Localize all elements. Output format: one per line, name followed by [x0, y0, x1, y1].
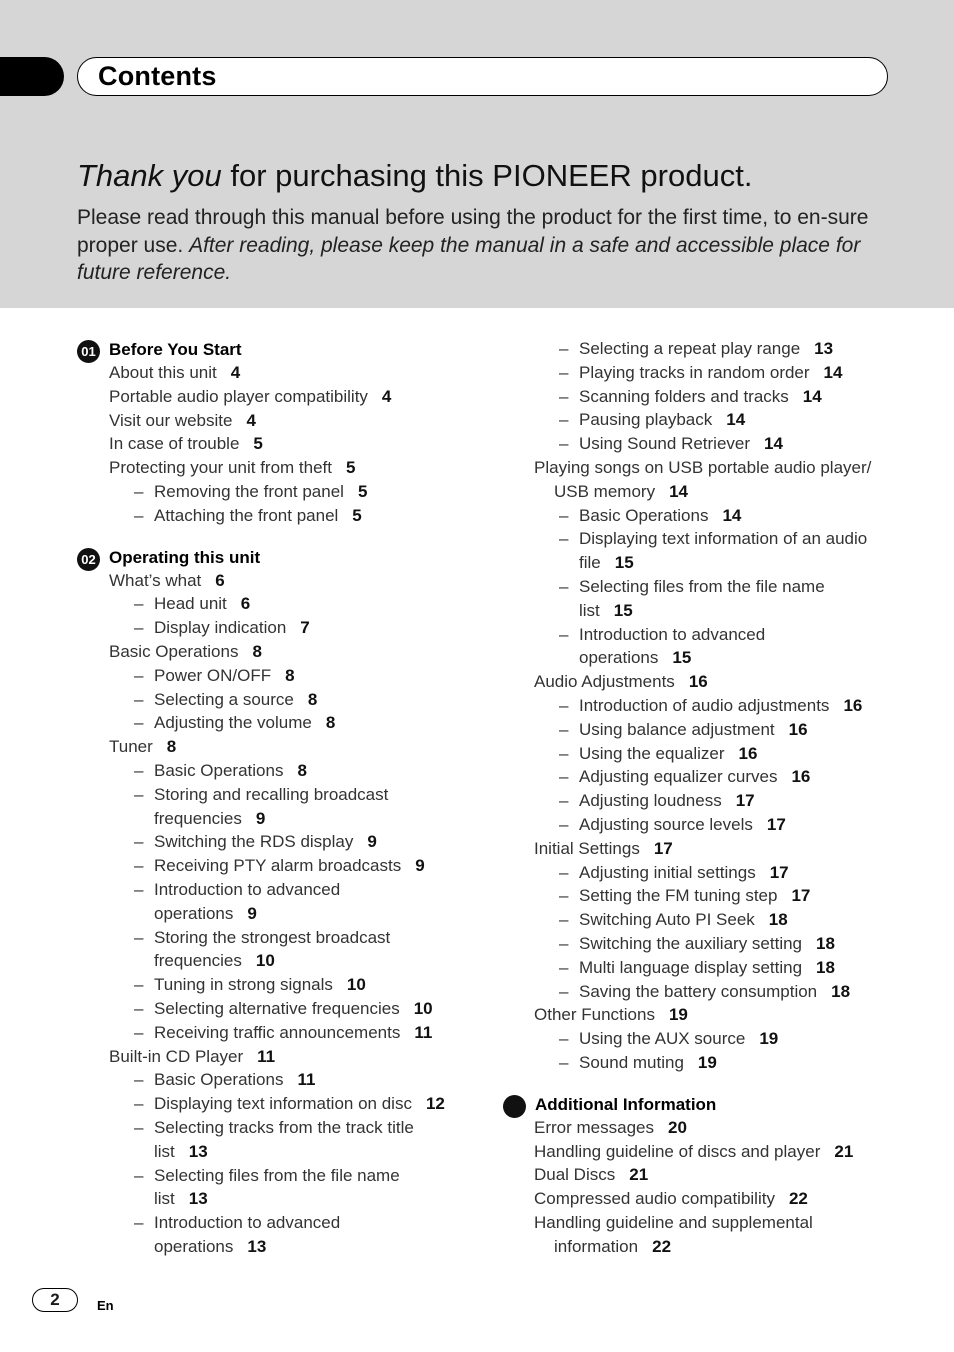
- toc-subentry[interactable]: – Introduction of audio adjustments 16: [559, 695, 863, 715]
- toc-left-column: [77, 337, 477, 1259]
- toc-subentry[interactable]: – Storing the strongest broadcast frequencies 10: [134, 927, 391, 971]
- toc-entry[interactable]: Error messages 20: [534, 1117, 687, 1137]
- toc-entry[interactable]: In case of trouble 5: [109, 434, 263, 454]
- toc-entry[interactable]: Tuner 8: [109, 737, 177, 757]
- page-title: Contents: [98, 61, 217, 91]
- toc-subentry[interactable]: – Removing the front panel 5: [134, 481, 368, 501]
- toc-subentry[interactable]: – Head unit 6: [134, 594, 251, 614]
- toc-subentry[interactable]: – Tuning in strong signals 10: [134, 975, 366, 995]
- toc-subentry[interactable]: – Setting the FM tuning step 17: [559, 886, 811, 906]
- toc-subentry[interactable]: – Saving the battery consumption 18: [559, 981, 851, 1001]
- toc-entry[interactable]: Built-in CD Player 11: [109, 1046, 276, 1066]
- toc-subentry[interactable]: – Introduction to advanced operations 15: [559, 624, 766, 668]
- toc-entry[interactable]: Portable audio player compatibility 4: [109, 386, 392, 406]
- section-tab-marker: [0, 57, 64, 96]
- toc-subentry[interactable]: – Using the equalizer 16: [559, 743, 758, 763]
- toc-subentry[interactable]: – Displaying text information of an audio file 15: [559, 529, 868, 573]
- toc-subentry[interactable]: – Receiving traffic announcements 11: [134, 1022, 433, 1042]
- toc-entry[interactable]: Playing songs on USB portable audio player/ USB memory 14: [534, 457, 872, 501]
- toc-entry[interactable]: About this unit 4: [109, 363, 241, 382]
- section-title: Before You Start: [109, 340, 242, 359]
- toc-entry[interactable]: Basic Operations 8: [109, 641, 262, 661]
- header-bar: [77, 57, 888, 96]
- toc-right-column: [503, 337, 923, 1258]
- toc-subentry[interactable]: – Receiving PTY alarm broadcasts 9: [134, 856, 425, 876]
- toc-entry[interactable]: Visit our website 4: [109, 410, 256, 430]
- toc-subentry[interactable]: – Switching Auto PI Seek 18: [559, 910, 788, 930]
- section-number-badge: 01: [77, 340, 100, 363]
- toc-subentry[interactable]: – Introduction to advanced operations 9: [134, 879, 341, 923]
- toc-subentry[interactable]: – Displaying text information on disc 12: [134, 1094, 445, 1114]
- toc-entry[interactable]: What’s what 6: [109, 570, 225, 590]
- section-title: Operating this unit: [109, 547, 261, 567]
- toc-subentry[interactable]: – Using balance adjustment 16: [559, 719, 808, 739]
- intro-text: Please read through this manual before using the product for the first time, to en-sure proper use.: [77, 206, 869, 257]
- toc-subentry[interactable]: – Selecting files from the file name list 13: [134, 1165, 400, 1209]
- toc-subentry[interactable]: – Adjusting source levels 17: [559, 814, 786, 834]
- intro-paragraph: [77, 204, 887, 287]
- toc-section-operating: [77, 545, 477, 1259]
- toc-subentry[interactable]: – Playing tracks in random order 14: [559, 362, 843, 382]
- toc-section-before-you-start: [77, 337, 477, 528]
- section-number-badge: [503, 1095, 526, 1118]
- toc-subentry[interactable]: – Adjusting the volume 8: [134, 713, 336, 733]
- toc-subentry[interactable]: – Pausing playback 14: [559, 410, 746, 430]
- section-heading[interactable]: [77, 337, 477, 361]
- toc-subentry[interactable]: – Adjusting equalizer curves 16: [559, 767, 811, 787]
- toc-subentry[interactable]: – Selecting a source 8: [134, 689, 318, 709]
- toc-subentry[interactable]: – Switching the auxiliary setting 18: [559, 933, 835, 953]
- section-heading[interactable]: [77, 545, 477, 569]
- toc-subentry[interactable]: – Basic Operations 8: [134, 760, 307, 780]
- toc-entry[interactable]: Handling guideline and supplemental information 22: [534, 1212, 813, 1256]
- toc-subentry[interactable]: – Sound muting 19: [559, 1052, 717, 1072]
- toc-subentry[interactable]: – Basic Operations 14: [559, 505, 742, 525]
- toc-subentry[interactable]: – Using Sound Retriever 14: [559, 434, 783, 454]
- toc-subentry[interactable]: – Introduction to advanced operations 13: [134, 1213, 341, 1256]
- toc-subentry[interactable]: – Selecting a repeat play range 13: [559, 339, 834, 358]
- toc-entry[interactable]: Protecting your unit from theft 5: [109, 458, 356, 478]
- language-code: En: [97, 1298, 114, 1313]
- toc-section-additional: [503, 1092, 923, 1259]
- intro-heading-italic: Thank you: [77, 158, 222, 193]
- intro-heading-rest: for purchasing this PIONEER product.: [221, 158, 753, 193]
- toc-subentry[interactable]: – Multi language display setting 18: [559, 957, 835, 977]
- toc-subentry[interactable]: – Using the AUX source 19: [559, 1029, 779, 1049]
- intro-heading: [77, 158, 752, 194]
- toc-entry[interactable]: Compressed audio compatibility 22: [534, 1189, 808, 1209]
- toc-subentry[interactable]: – Scanning folders and tracks 14: [559, 386, 822, 406]
- toc-entry[interactable]: Audio Adjustments 16: [534, 672, 708, 692]
- toc-subentry[interactable]: – Basic Operations 11: [134, 1070, 316, 1090]
- toc-subentry[interactable]: – Selecting alternative frequencies 10: [134, 998, 433, 1018]
- toc-subentry[interactable]: – Power ON/OFF 8: [134, 665, 295, 685]
- toc-entry[interactable]: Initial Settings 17: [534, 838, 673, 858]
- intro-text-italic: After reading, please keep the manual in a safe and accessible place for future reference.: [77, 233, 861, 284]
- toc-continued: [503, 337, 923, 1075]
- toc-subentry[interactable]: – Storing and recalling broadcast frequencies 9: [134, 784, 389, 828]
- toc-subentry[interactable]: – Selecting files from the file name list 15: [559, 576, 825, 620]
- toc-entry[interactable]: Handling guideline of discs and player 21: [534, 1141, 854, 1161]
- section-heading[interactable]: [503, 1092, 923, 1116]
- toc-entry[interactable]: Dual Discs 21: [534, 1165, 649, 1185]
- toc-subentry[interactable]: – Adjusting loudness 17: [559, 791, 755, 811]
- toc-subentry[interactable]: – Selecting tracks from the track title list 13: [134, 1117, 414, 1161]
- toc-subentry[interactable]: – Switching the RDS display 9: [134, 832, 377, 852]
- toc-subentry[interactable]: – Display indication 7: [134, 618, 310, 638]
- section-title: Additional Information: [535, 1094, 717, 1114]
- page-number: 2: [32, 1288, 78, 1312]
- toc-entry[interactable]: Other Functions 19: [534, 1005, 688, 1025]
- toc-subentry[interactable]: – Attaching the front panel 5: [134, 505, 362, 525]
- section-number-badge: 02: [77, 548, 100, 571]
- toc-subentry[interactable]: – Adjusting initial settings 17: [559, 862, 789, 882]
